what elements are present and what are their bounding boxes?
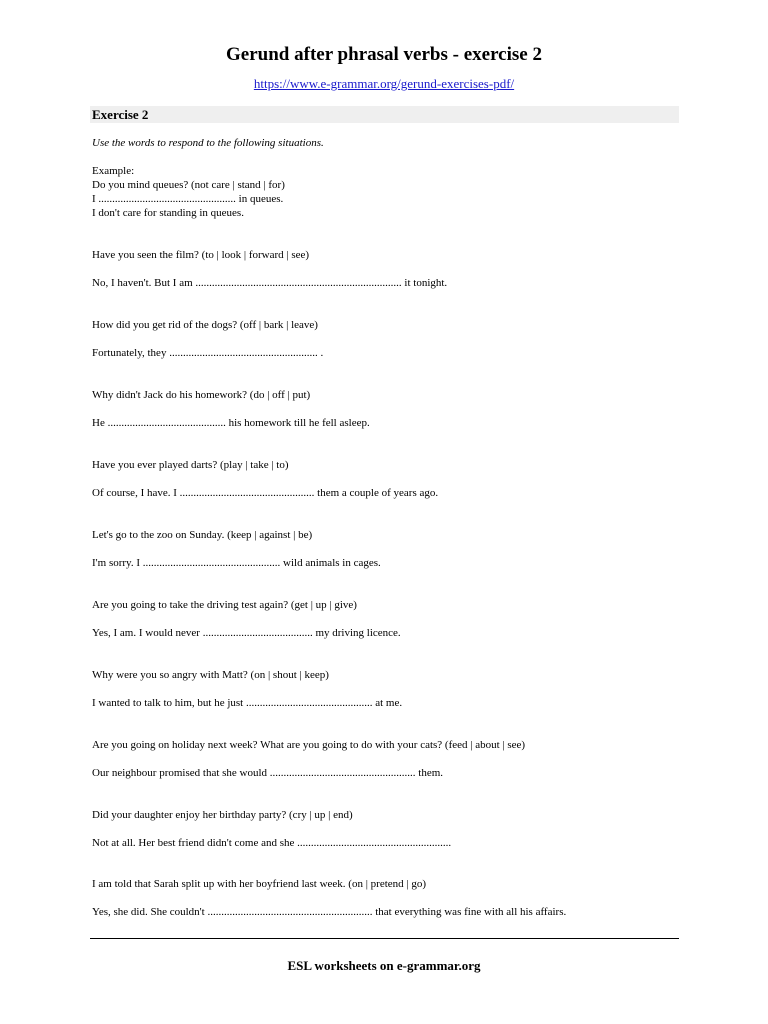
exercise-heading: Exercise 2 [92, 107, 149, 122]
source-url [0, 76, 768, 92]
item-answer: Fortunately, they ...................................................... . [92, 347, 324, 359]
item-answer: No, I haven't. But I am ........................................................................... it tonight. [92, 277, 448, 289]
example-question: Do you mind queues? (not care | stand | for) [92, 179, 285, 191]
exercise-item-7 [92, 668, 692, 710]
exercise-item-9 [92, 808, 692, 850]
item-question: Let's go to the zoo on Sunday. (keep | against | be) [92, 529, 313, 541]
item-answer: Our neighbour promised that she would ..................................................... them. [92, 767, 444, 779]
exercise-item-5 [92, 528, 692, 570]
exercise-item-1 [92, 248, 692, 290]
item-question: Have you ever played darts? (play | take | to) [92, 459, 289, 471]
exercise-item-8 [92, 738, 692, 780]
exercise-item-6 [92, 598, 692, 640]
footer-text: ESL worksheets on e-grammar.org [287, 958, 481, 973]
exercise-heading-bar [90, 106, 679, 123]
example-label: Example: [92, 165, 135, 177]
item-question: Did your daughter enjoy her birthday party? (cry | up | end) [92, 809, 353, 821]
exercise-item-10 [92, 877, 692, 919]
item-answer: Yes, I am. I would never ........................................ my driving licence. [92, 627, 401, 639]
example-gap: I .................................................. in queues. [92, 193, 284, 205]
exercise-item-4 [92, 458, 692, 500]
item-question: Why were you so angry with Matt? (on | shout | keep) [92, 669, 329, 681]
item-question: Are you going to take the driving test again? (get | up | give) [92, 599, 357, 611]
exercise-item-3 [92, 388, 692, 430]
exercise-item-2 [92, 318, 692, 360]
page-title: Gerund after phrasal verbs - exercise 2 [226, 44, 542, 65]
item-answer: He ........................................... his homework till he fell asleep. [92, 417, 370, 429]
item-question: Are you going on holiday next week? What are you going to do with your cats? (feed | about | see) [92, 739, 526, 751]
item-answer: I'm sorry. I .................................................. wild animals in cages. [92, 557, 381, 569]
item-answer: Of course, I have. I ................................................. them a couple of years ago. [92, 487, 439, 499]
item-question: How did you get rid of the dogs? (off | bark | leave) [92, 319, 318, 331]
item-answer: Not at all. Her best friend didn't come and she ........................................................ [92, 837, 452, 849]
item-question: Why didn't Jack do his homework? (do | off | put) [92, 389, 311, 401]
instructions: Use the words to respond to the following situations. [92, 137, 324, 149]
item-question: I am told that Sarah split up with her boyfriend last week. (on | pretend | go) [92, 878, 427, 890]
item-answer: Yes, she did. She couldn't ............................................................ that everything was fine with all his affairs. [92, 906, 567, 918]
item-question: Have you seen the film? (to | look | forward | see) [92, 249, 310, 261]
footer-divider [90, 938, 679, 939]
example-block [92, 164, 285, 220]
source-link[interactable]: https://www.e-grammar.org/gerund-exercises-pdf/ [253, 76, 515, 91]
example-answer: I don't care for standing in queues. [92, 207, 244, 219]
item-answer: I wanted to talk to him, but he just .............................................. at me. [92, 697, 403, 709]
